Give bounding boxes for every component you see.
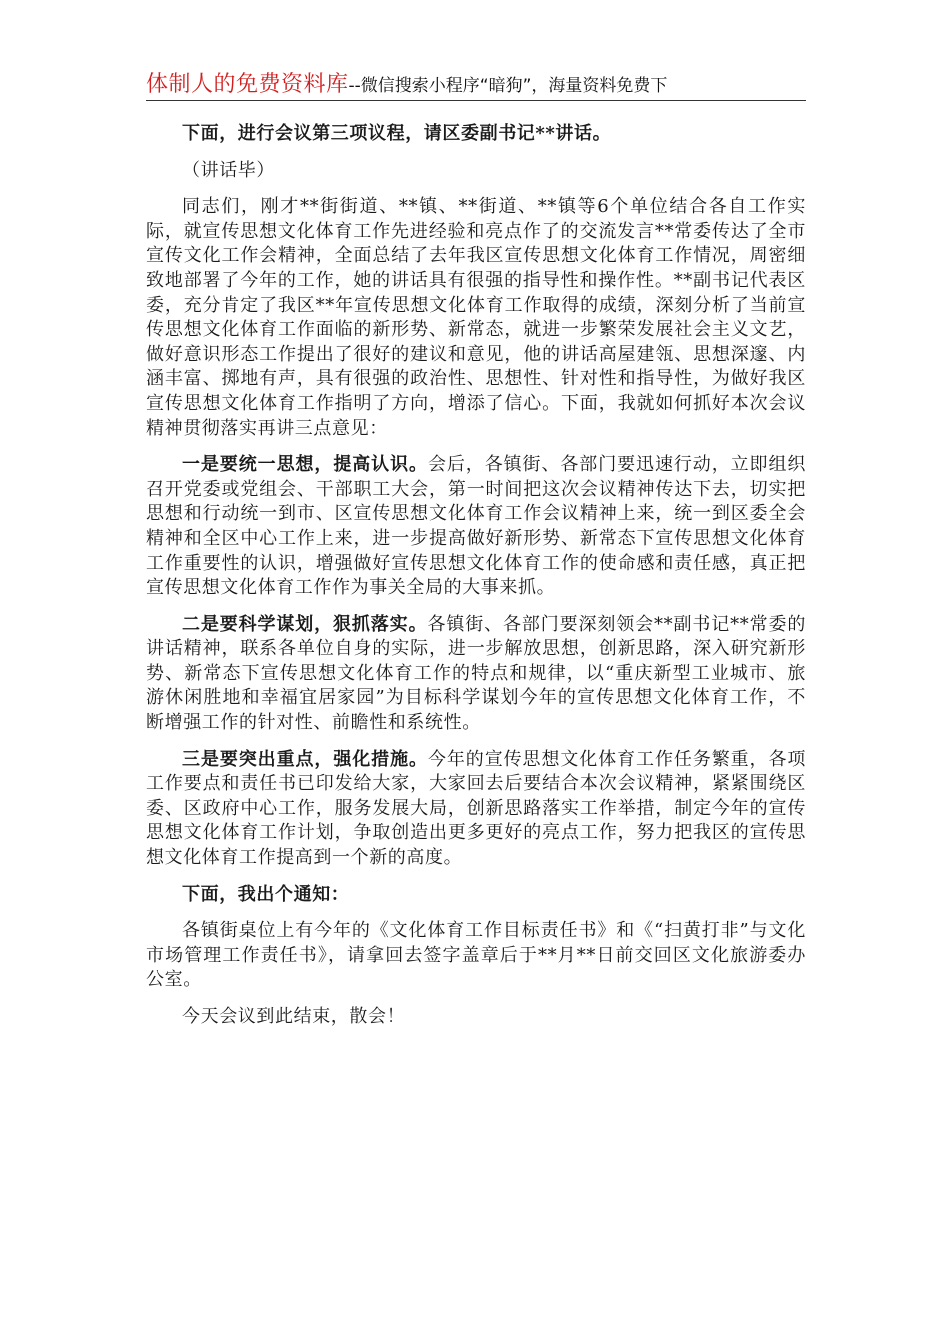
paragraph-agenda: 下面，进行会议第三项议程，请区委副书记**讲话。: [182, 123, 612, 144]
document-body: [146, 122, 806, 1042]
point-three-heading: 三是要突出重点，强化措施。: [182, 748, 428, 770]
paragraph-closing: 今天会议到此结束，散会！: [182, 1006, 406, 1027]
paragraph-point-three: [146, 748, 806, 871]
paragraph-summary: 同志们，刚才**街街道、**镇、**街道、**镇等6个单位结合各自工作实际，就宣传思想文化体育工作先进经验和亮点作了的交流发言**常委传达了全市宣传文化工作会精神，全面总结了去年我区宣传思想文化体育工作情况，周密细致地部署了今年的工作，她的讲话具有很强的指导性和操作性。**副书记代表区委，充分肯定了我区**年宣传思想文化体育工作取得的成绩，深刻分析了当前宣传思想文化体育工作面临的新形势、新常态，就进一步繁荣发展社会主义文艺，做好意识形态工作提出了很好的建议和意见，他的讲话高屋建瓴、思想深邃、内涵丰富、掷地有声，具有很强的政治性、思想性、针对性和指导性，为做好我区宣传思想文化体育工作指明了方向，增添了信心。下面，我就如何抓好本次会议精神贯彻落实再讲三点意见：: [146, 196, 806, 439]
header-brand: 体制人的免费资料库: [146, 72, 349, 97]
point-one-heading: 一是要统一思想，提高认识。: [182, 454, 428, 476]
paragraph-speech-end: （讲话毕）: [182, 159, 275, 181]
paragraph-notice-heading: 下面，我出个通知：: [182, 883, 350, 905]
paragraph-point-one: [146, 453, 806, 601]
header-subtitle: --微信搜索小程序“暗狗”，海量资料免费下: [348, 76, 668, 96]
point-one-body: 会后，各镇街、各部门要迅速行动，立即组织召开党委或党组会、干部职工大会，第一时间把这次会议精神传达下去，切实把思想和行动统一到市、区宣传思想文化体育工作会议精神上来，统一到区委全会精神和全区中心工作上来，进一步提高做好新形势、新常态下宣传思想文化体育工作重要性的认识，增强做好宣传思想文化体育工作的使命感和责任感，真正把宣传思想文化体育工作作为事关全局的大事来抓。: [146, 454, 806, 599]
point-two-body: 各镇街、各部门要深刻领会**副书记**常委的讲话精神，联系各单位自身的实际，进一步解放思想，创新思路，深入研究新形势、新常态下宣传思想文化体育工作的特点和规律，以“重庆新型工业城市、旅游休闲胜地和幸福宜居家园”为目标科学谋划今年的宣传思想文化体育工作，不断增强工作的针对性、前瞻性和系统性。: [146, 613, 806, 734]
point-three-body: 今年的宣传思想文化体育工作任务繁重，各项工作要点和责任书已印发给大家，大家回去后要结合本次会议精神，紧紧围绕区委、区政府中心工作，服务发展大局，创新思路落实工作举措，制定今年的宣传思想文化体育工作计划，争取创造出更多更好的亮点工作，努力把我区的宣传思想文化体育工作提高到一个新的高度。: [146, 748, 806, 869]
paragraph-notice: 各镇街桌位上有今年的《文化体育工作目标责任书》和《“扫黄打非”与文化市场管理工作责任书》，请拿回去签字盖章后于**月**日前交回区文化旅游委办公室。: [146, 920, 806, 991]
page-header: [146, 70, 806, 101]
point-two-heading: 二是要科学谋划，狠抓落实。: [182, 613, 428, 635]
paragraph-point-two: [146, 613, 806, 736]
